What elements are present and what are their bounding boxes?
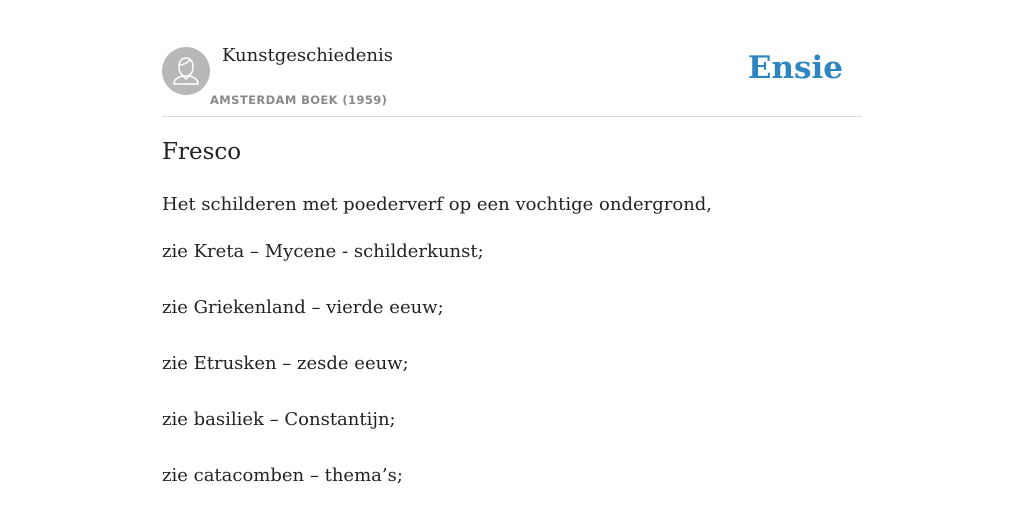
avatar[interactable] [162, 47, 210, 95]
reference-item: zie Kreta – Mycene - schilderkunst; [162, 241, 484, 262]
article-intro: Het schilderen met poederverf op een vochtige ondergrond, [162, 194, 713, 215]
reference-item: zie Griekenland – vierde eeuw; [162, 297, 444, 318]
reference-item: zie basiliek – Constantijn; [162, 409, 396, 430]
reference-item: zie catacomben – thema’s; [162, 465, 403, 486]
header [162, 0, 862, 117]
article-title: Fresco [162, 139, 242, 165]
ensie-logo[interactable]: Ensie [747, 50, 843, 86]
user-avatar-icon [162, 47, 210, 95]
reference-item: zie Etrusken – zesde eeuw; [162, 353, 409, 374]
collection-title-link[interactable]: Kunstgeschiedenis [222, 45, 393, 66]
source-label: AMSTERDAM BOEK (1959) [210, 93, 388, 107]
